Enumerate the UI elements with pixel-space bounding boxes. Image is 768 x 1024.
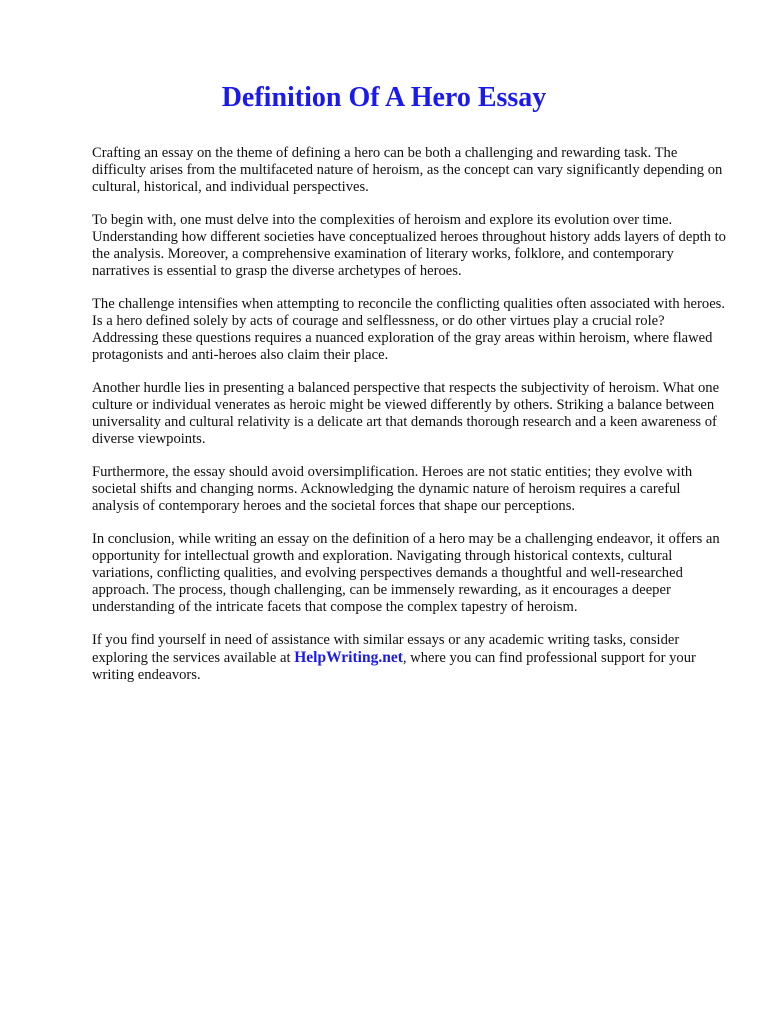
paragraph-5: Furthermore, the essay should avoid oversimplification. Heroes are not static entities; they evolve with societal shifts and changing norms. Acknowledging the dynamic nature of heroism requires a careful analysis of contemporary heroes and the societal forces that shape our perceptions. [92,464,693,514]
paragraph-2: To begin with, one must delve into the complexities of heroism and explore its evolution over time. Understanding how different societies have conceptualized heroes throughout history adds layers of depth to the analysis. Moreover, a comprehensive examination of literary works, folklore, and contemporary narratives is essential to grasp the diverse archetypes of heroes. [92,212,726,279]
page-title: Definition Of A Hero Essay [221,82,547,113]
paragraph-4: Another hurdle lies in presenting a balanced perspective that respects the subjectivity of heroism. What one culture or individual venerates as heroic might be viewed differently by others. Striking a balance between universality and cultural relativity is a delicate art that demands thorough research and a keen awareness of diverse viewpoints. [92,380,720,447]
helpwriting-link[interactable]: HelpWriting.net [294,649,403,666]
paragraph-3: The challenge intensifies when attempting to reconcile the conflicting qualities often associated with heroes. Is a hero defined solely by acts of courage and selflessness, or do other virtues play a crucial role? Addressing these questions requires a nuanced exploration of the gray areas within heroism, where flawed protagonists and anti-heroes also claim their place. [92,296,725,363]
paragraph-1: Crafting an essay on the theme of defining a hero can be both a challenging and rewarding task. The difficulty arises from the multifaceted nature of heroism, as the concept can vary significantly depending on cultural, historical, and individual perspectives. [92,145,723,195]
essay-body [92,145,728,700]
closing-text-after: , where you can find professional support for your writing endeavors. [92,650,696,683]
closing-paragraph [92,632,728,684]
paragraph-6: In conclusion, while writing an essay on the definition of a hero may be a challenging endeavor, it offers an opportunity for intellectual growth and exploration. Navigating through historical contexts, cultural variations, conflicting qualities, and evolving perspectives demands a thoughtful and well-researched approach. The process, though challenging, can be immensely rewarding, as it encourages a deeper understanding of the intricate facets that compose the complex tapestry of heroism. [92,531,720,615]
closing-text-before: If you find yourself in need of assistance with similar essays or any academic writing tasks, consider exploring the services available at [92,632,680,666]
